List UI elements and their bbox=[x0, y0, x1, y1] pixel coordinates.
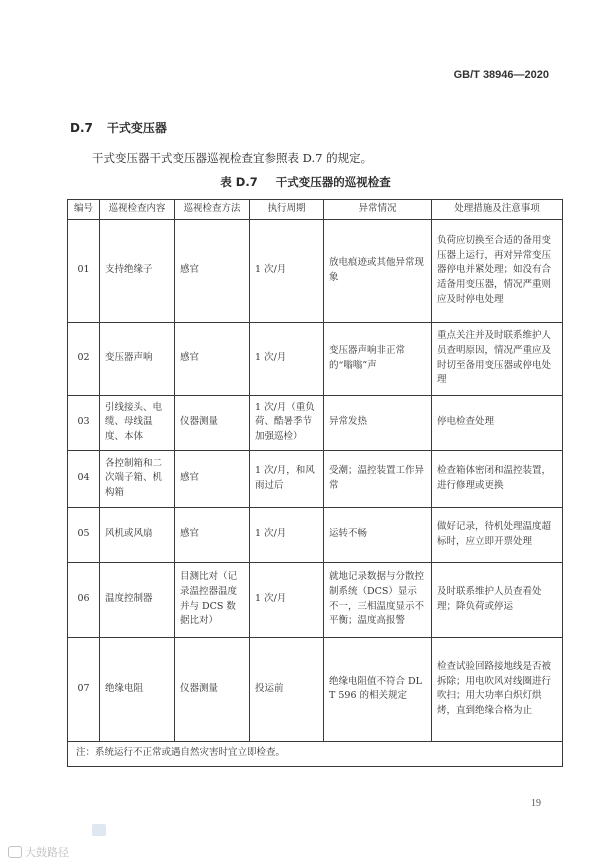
section-heading bbox=[70, 119, 167, 136]
header-content: 巡视检查内容 bbox=[100, 200, 175, 220]
table-row bbox=[68, 395, 563, 450]
standard-number: GB/T 38946—2020 bbox=[453, 69, 549, 81]
cell-content: 绝缘电阻 bbox=[100, 637, 175, 741]
cell-no: 07 bbox=[68, 637, 100, 741]
table-row bbox=[68, 219, 563, 322]
table-note: 注：系统运行不正常或遇自然灾害时宜立即检查。 bbox=[68, 741, 563, 766]
cell-abnormal: 运转不畅 bbox=[324, 507, 432, 562]
cell-method: 感官 bbox=[175, 507, 250, 562]
cell-content: 各控制箱和二次端子箱、机构箱 bbox=[100, 450, 175, 507]
watermark-logo-icon bbox=[8, 846, 22, 858]
cell-method: 感官 bbox=[175, 450, 250, 507]
section-title: 干式变压器 bbox=[106, 121, 167, 135]
table-header-row bbox=[68, 200, 563, 220]
cell-action: 负荷应切换至合适的备用变压器上运行，再对异常变压器停电并紧处理；如没有合适备用变压器，情况严重则应及时停电处理 bbox=[432, 219, 563, 322]
header-cycle: 执行周期 bbox=[250, 200, 324, 220]
cell-content: 温度控制器 bbox=[100, 562, 175, 637]
table-row bbox=[68, 637, 563, 741]
cell-abnormal: 绝缘电阻值不符合 DL T 596 的相关规定 bbox=[324, 637, 432, 741]
cell-cycle: 1 次/月，和风雨过后 bbox=[250, 450, 324, 507]
table-caption bbox=[0, 174, 611, 190]
section-number: D.7 bbox=[70, 121, 93, 135]
table-row bbox=[68, 450, 563, 507]
cell-cycle: 1 次/月 bbox=[250, 562, 324, 637]
cell-action: 检查试验回路接地线是否被拆除；用电吹风对线圈进行吹扫；用大功率白炽灯烘烤，直到绝缘合格为止 bbox=[432, 637, 563, 741]
cell-no: 02 bbox=[68, 322, 100, 395]
cell-no: 03 bbox=[68, 395, 100, 450]
cell-action: 重点关注并及时联系维护人员查明原因，情况严重应及时切至备用变压器或停电处理 bbox=[432, 322, 563, 395]
header-method: 巡视检查方法 bbox=[175, 200, 250, 220]
watermark-text: 大鼓路径 bbox=[25, 846, 69, 859]
cell-abnormal: 受潮；温控装置工作异常 bbox=[324, 450, 432, 507]
cell-content: 变压器声响 bbox=[100, 322, 175, 395]
cell-action: 做好记录，待机处理温度超标时，应立即开票处理 bbox=[432, 507, 563, 562]
cell-abnormal: 异常发热 bbox=[324, 395, 432, 450]
cell-cycle: 1 次/月 bbox=[250, 219, 324, 322]
table-number: 表 D.7 bbox=[220, 175, 258, 189]
cell-method: 仪器测量 bbox=[175, 395, 250, 450]
cell-content: 风机或风扇 bbox=[100, 507, 175, 562]
table-note-row bbox=[68, 741, 563, 766]
cell-method: 感官 bbox=[175, 322, 250, 395]
page-number: 19 bbox=[531, 798, 541, 809]
cell-abnormal: 就地记录数据与分散控制系统（DCS）显示不一，三相温度显示不平衡；温度高报警 bbox=[324, 562, 432, 637]
cell-action: 停电检查处理 bbox=[432, 395, 563, 450]
cell-no: 06 bbox=[68, 562, 100, 637]
cell-no: 04 bbox=[68, 450, 100, 507]
header-action: 处理措施及注意事项 bbox=[432, 200, 563, 220]
cell-cycle: 1 次/月 bbox=[250, 507, 324, 562]
inspection-table bbox=[67, 199, 563, 767]
cell-method: 目测比对（记录温控器温度并与 DCS 数据比对） bbox=[175, 562, 250, 637]
cell-action: 及时联系维护人员查看处理；降负荷或停运 bbox=[432, 562, 563, 637]
cell-no: 05 bbox=[68, 507, 100, 562]
intro-paragraph: 干式变压器干式变压器巡视检查宜参照表 D.7 的规定。 bbox=[92, 151, 373, 165]
cell-action: 检查箱体密闭和温控装置，进行修理或更换 bbox=[432, 450, 563, 507]
cell-cycle: 投运前 bbox=[250, 637, 324, 741]
header-no: 编号 bbox=[68, 200, 100, 220]
cell-abnormal: 放电痕迹或其他异常现象 bbox=[324, 219, 432, 322]
cell-cycle: 1 次/月（重负荷、酷暑季节加强巡检） bbox=[250, 395, 324, 450]
scan-mark bbox=[92, 824, 106, 836]
cell-method: 仪器测量 bbox=[175, 637, 250, 741]
cell-content: 引线接头、电缆、母线温度、本体 bbox=[100, 395, 175, 450]
watermark bbox=[8, 844, 69, 860]
cell-abnormal: 变压器声响非正常的“嗡嗡”声 bbox=[324, 322, 432, 395]
table-row bbox=[68, 507, 563, 562]
cell-content: 支持绝缘子 bbox=[100, 219, 175, 322]
header-abnormal: 异常情况 bbox=[324, 200, 432, 220]
cell-method: 感官 bbox=[175, 219, 250, 322]
table-title: 干式变压器的巡视检查 bbox=[275, 175, 391, 189]
cell-cycle: 1 次/月 bbox=[250, 322, 324, 395]
cell-no: 01 bbox=[68, 219, 100, 322]
table-row bbox=[68, 322, 563, 395]
table-row bbox=[68, 562, 563, 637]
